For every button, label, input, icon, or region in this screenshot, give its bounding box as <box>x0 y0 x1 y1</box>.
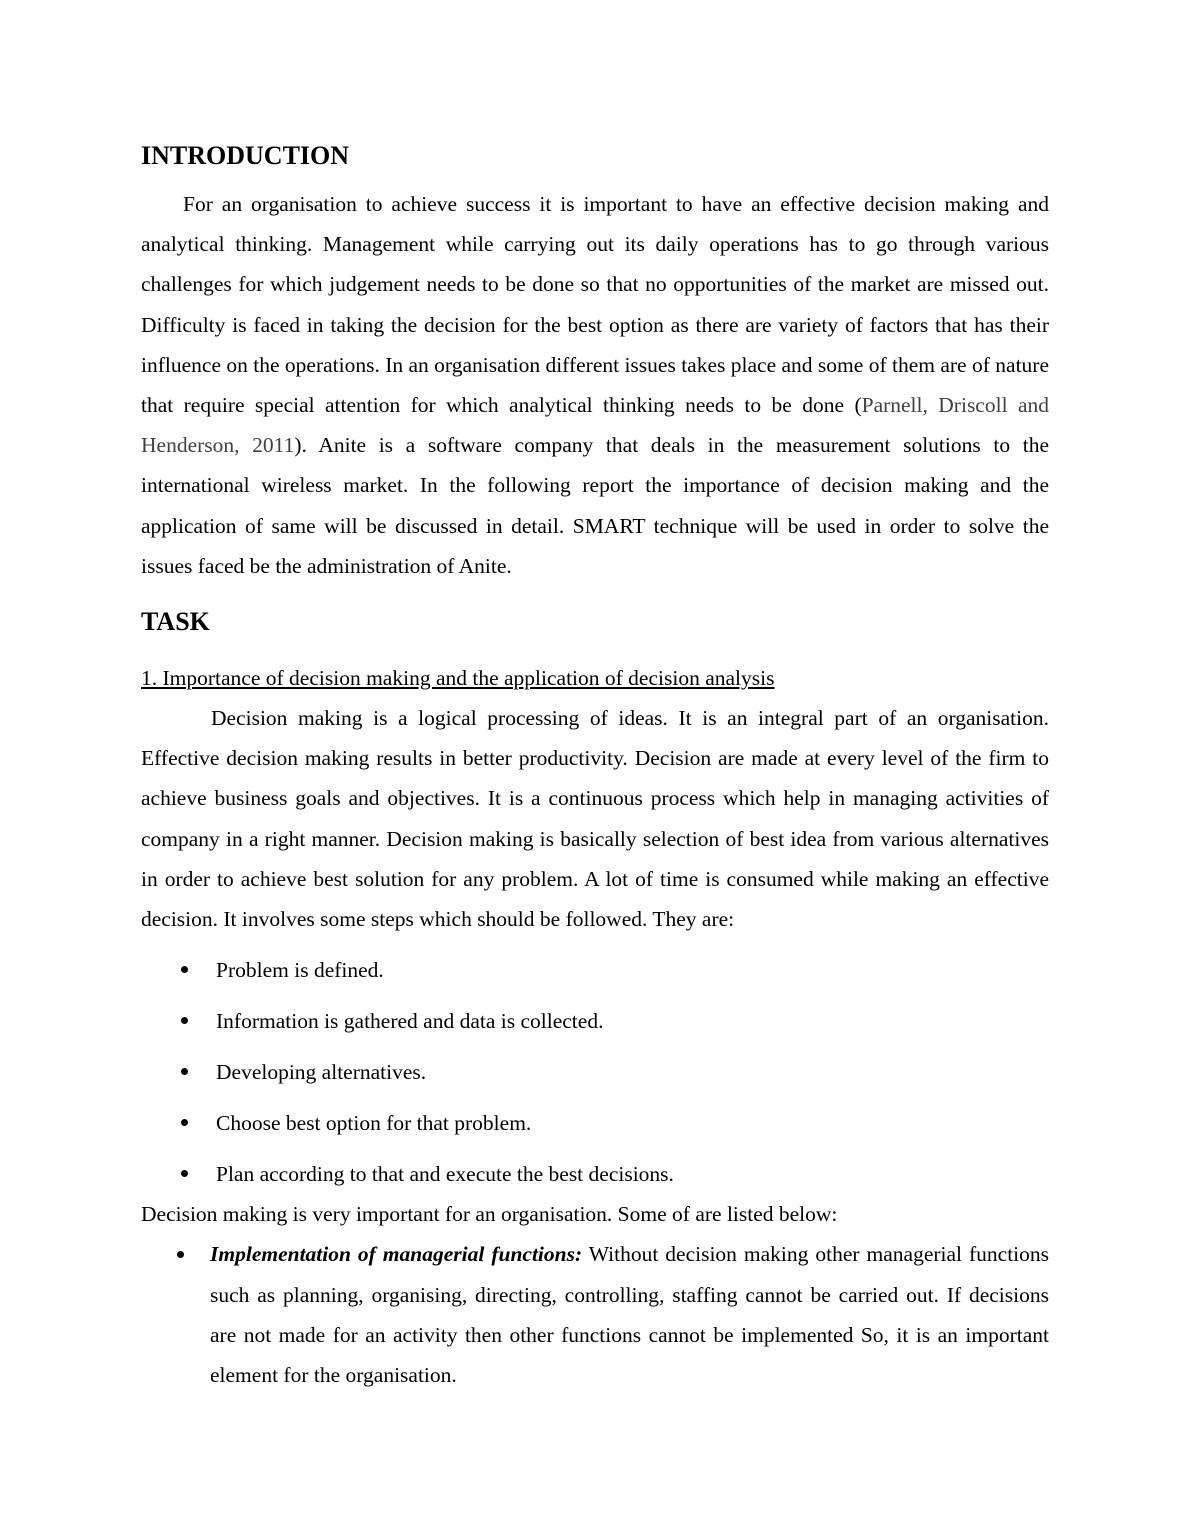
introduction-heading: INTRODUCTION <box>141 141 350 170</box>
bullet-icon <box>181 966 188 973</box>
list-item <box>141 996 1049 1047</box>
reason-text: Without decision making other managerial functions such as planning, organising, directing, controlling, staffing cannot be carried out. If decisions are not made for an activity then other functions cannot be implemented So, it is an important element for the organisation. <box>210 1242 1050 1388</box>
reason-label: Implementation of managerial functions: <box>210 1242 583 1267</box>
introduction-text-start: For an organisation to achieve success it is important to have an effective decision making and analytical thinking. Management while carrying out its daily operations has to go through various challenges for which judgement needs to be done so that no opportunities of the market are missed out. Difficulty is faced in taking the decision for the best option as there are variety of factors that has their influence on the operations. In an organisation different issues takes place and some of them are of nature that require special attention for which analytical thinking needs to be done ( <box>141 192 1049 418</box>
list-item <box>141 1047 1049 1098</box>
list-item <box>141 1098 1049 1149</box>
introduction-paragraph <box>141 184 1049 586</box>
list-item <box>141 1234 1049 1395</box>
task-paragraph: Decision making is a logical processing of ideas. It is an integral part of an organisation. Effective decision making results in better productivity. Decision are made at every level of the firm to achieve business goals and objectives. It is a continuous process which help in managing activities of company in a right manner. Decision making is basically selection of best idea from various alternatives in order to achieve best solution for any problem. A lot of time is consumed while making an effective decision. It involves some steps which should be followed. They are: <box>141 706 1049 932</box>
bullet-icon <box>181 1119 188 1126</box>
bullet-icon <box>181 1017 188 1024</box>
step-text: Information is gathered and data is collected. <box>216 1009 604 1034</box>
bullet-icon <box>181 1170 188 1177</box>
bullet-icon <box>177 1251 184 1258</box>
steps-list <box>141 945 1049 1200</box>
step-text: Choose best option for that problem. <box>216 1111 532 1136</box>
task-heading: TASK <box>141 607 210 637</box>
list-item <box>141 1149 1049 1200</box>
bullet-icon <box>181 1068 188 1075</box>
introduction-text-end: ). Anite is a software company that deals in the measurement solutions to the international wireless market. In the following report the importance of decision making and the application of same will be discussed in detail. SMART technique will be used in order to solve the issues faced be the administration of Anite. <box>141 433 1049 578</box>
citation: Parnell, Driscoll and Henderson, 2011 <box>141 393 1049 458</box>
list-item <box>141 945 1049 996</box>
page-content <box>141 140 1049 1395</box>
step-text: Developing alternatives. <box>216 1060 427 1085</box>
task-subheading: 1. Importance of decision making and the application of decision analysis <box>141 666 775 691</box>
step-text: Problem is defined. <box>216 958 384 983</box>
reasons-list <box>141 1234 1049 1395</box>
step-text: Plan according to that and execute the best decisions. <box>216 1162 674 1187</box>
importance-intro: Decision making is very important for an organisation. Some of are listed below: <box>141 1202 838 1227</box>
